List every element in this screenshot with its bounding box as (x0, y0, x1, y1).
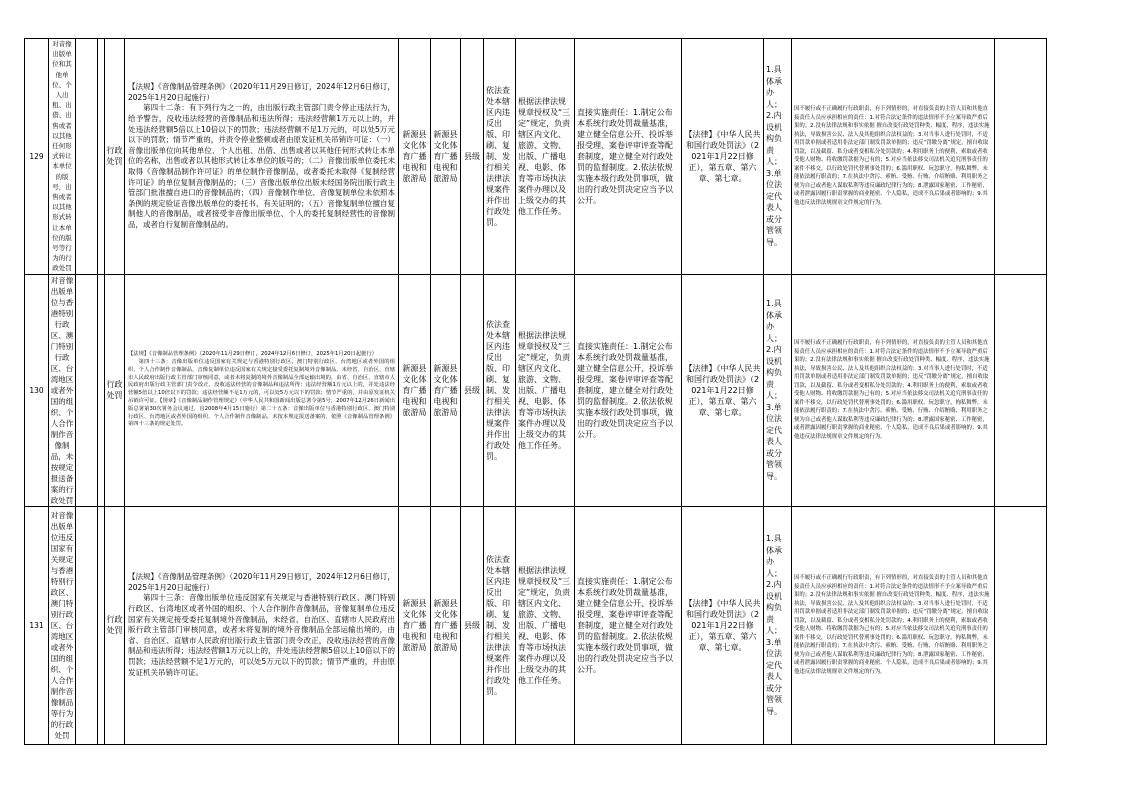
legal-basis-head: 【法规】《音像制品管理条例》（2020年11月29日修订，2024年12月6日修订，2025年1月20日起施行） (128, 351, 377, 358)
row-number: 130 (25, 274, 49, 506)
scope-of-exercise: 依法查处本辖区内违反出版、印刷、复制、发行相关法律法规案件并作出行政处罚。 (484, 274, 516, 506)
item-name: 对音像出版单位与香港特别行政区、澳门特别行政区、台湾地区或者外国的组织、个人合作制作音像制品，未按规定报送备案的行政处罚 (49, 274, 76, 506)
empty-cell (76, 39, 98, 275)
responsible-unit: 新源县文化体育广播电视和旅游局 (431, 274, 461, 506)
row-number: 129 (25, 39, 49, 275)
scope-of-exercise: 依法查处本辖区内违反出版、印刷、复制、发行相关法律法规案件并作出行政处罚。 (484, 39, 516, 275)
empty-cell (98, 274, 105, 506)
table-row (25, 39, 1047, 275)
accountability-situations: 因不履行或不正确履行行政职责，有下列情形的，对直接负责的主管人员和其他直接责任人员应承担相应的责任：1.对符合法定条件的违法情形不予立案导致严重后果的；2.没有法律法规和事实依据 擅自改变行政处罚种类、幅度、程序，违法实施执法，导致损害公民、法人及其他组织合法权益的；3.对当事人进行处罚时，不适用罚款单据或者适用非法定部门制发罚款单据的；违反“罚缴分离”规定，擅自收取罚款，以及截留、私分或者变相私分处罚款的；4.利用职务上的便利，索取或者收受他人财物、将收缴罚款据为己有的；5.对应当依法移交司法机关追究刑事责任的案件不移交，以行政处罚代替刑事处罚的；6.滥用职权、玩忽职守，徇私舞弊，未能依法履行职责的；7.在执法中贪污、索贿、受贿、行贿、介绍贿赂、利用职务之便为自己或者他人谋取私利等违反廉政纪律行为的；8.泄露国家秘密、工作秘密，或者泄露因履行职责掌握的商业秘密、个人隐私，造成不良后果或者影响的；9.其他违反法律法规规章文件规定的行为。 (792, 506, 995, 744)
legal-basis-head: 【法规】《音像制品管理条例》（2020年11月29日修订，2024年12月6日修订，2025年1月20日起施行） (128, 572, 395, 592)
legal-basis (125, 39, 399, 275)
item-name: 对音像出版单位和其他单位、个人出租、出借、出售或者以其他任何形式转让本单位的版号，出售或者以其他形式转让本单位的版号等行为的行政处罚 (49, 39, 76, 275)
empty-cell (76, 274, 98, 506)
admin-level: 县级 (461, 39, 484, 275)
admin-level: 县级 (461, 274, 484, 506)
implementation-responsibility: 直接实施责任：1.制定公布本系统行政处罚裁量基准，建立健全信息公开、投诉举报受理、案卷评审评查等配套制度，建立健全对行政处罚的监督制度。2.依法依规实施本级行政处罚事项，做出的行政处罚决定应当予以公开。 (575, 274, 682, 506)
implementation-responsibility: 直接实施责任：1.制定公布本系统行政处罚裁量基准，建立健全信息公开、投诉举报受理、案卷评审评查等配套制度，建立健全对行政处罚的监督制度。2.依法依规实施本级行政处罚事项，做出的行政处罚决定应当予以公开。 (575, 506, 682, 744)
power-type: 行政处罚 (105, 274, 125, 506)
responsible-persons: 1.具体承办人；2.内设机构负责人；3.单位法定代表人或分管领导。 (764, 506, 792, 744)
responsible-unit: 新源县文化体育广播电视和旅游局 (431, 39, 461, 275)
responsibility-basis: 根据法律法规规章授权及“三定”规定，负责辖区内文化、旅游、文物、出版、广播电视、电影、体育等市场执法案件办理以及上级交办的其他工作任务。 (516, 39, 575, 275)
responsibility-basis: 根据法律法规规章授权及“三定”规定，负责辖区内文化、旅游、文物、出版、广播电视、电影、体育等市场执法案件办理以及上级交办的其他工作任务。 (516, 506, 575, 744)
table-row (25, 274, 1047, 506)
legal-basis-head: 【法规】《音像制品管理条例》（2020年11月29日修订，2024年12月6日修订，2025年1月20日起施行） (128, 82, 395, 102)
legal-basis (125, 274, 399, 506)
power-list-table (24, 38, 1047, 745)
legal-basis-body: 第四十三条：音像出版单位违反国家有关规定与香港特别行政区、澳门特别行政区、台湾地区或者外国的组织、个人合作制作音像制品，音像复制单位违反国家有关规定接受委托复制境外音像制品，未经省、自治区、直辖市人民政府出版行政主管部门审核同意，或者未将复制的境外音像制品全部运输出境的，由省、自治区、直辖市人民政府出版行政主管部门责令改正，没收违法经营的音像制品和违法所得；违法经营额1万元以上的，并处违法经营额5倍以上10倍以下的罚款；违法经营额不足1万元的，可以处5万元以下的罚款；情节严重的，并由原发证机关吊销许可证。【规章】《音像制品制作管理规定》（中华人民共和国新闻出版总署令第5号，2007年12月26日新闻出版总署第30次署务会议通过，自2008年4月15日施行）第二十五条：音像出版单位与香港特别行政区、澳门特别行政区、台湾地区或者外国的组织、个人合作制作音像制品，未按本规定报送备案的，依照《音像制品管理条例》第四十三条的规定处罚。 (128, 358, 395, 428)
accountability-law: 【法律】《中华人民共和国行政处罚法》（2021年1月22日修正），第五章、第六章、第七章。 (682, 506, 764, 744)
remarks-cell (995, 506, 1047, 744)
accountability-law: 【法律】《中华人民共和国行政处罚法》（2021年1月22日修正），第五章、第六章、第七章。 (682, 274, 764, 506)
legal-basis-body: 第四十三条：音像出版单位违反国家有关规定与香港特别行政区、澳门特别行政区、台湾地区或者外国的组织、个人合作制作音像制品，音像复制单位违反国家有关规定接受委托复制境外音像制品，未经省、自治区、直辖市人民政府出版行政主管部门审核同意，或者未将复制的境外音像制品全部运输出境的，由省、自治区、直辖市人民政府出版行政主管部门责令改正，没收违法经营的音像制品和违法所得；违法经营额1万元以上的，并处违法经营额5倍以上10倍以下的罚款；违法经营额不足1万元的，可以处5万元以下的罚款；情节严重的，并由原发证机关吊销许可证。 (128, 593, 395, 677)
admin-level: 县级 (461, 506, 484, 744)
responsible-persons: 1.具体承办人；2.内设机构负责人；3.单位法定代表人或分管领导。 (764, 39, 792, 275)
implementing-department: 新源县文化体育广播电视和旅游局 (399, 39, 431, 275)
empty-cell (98, 506, 105, 744)
responsible-unit: 新源县文化体育广播电视和旅游局 (431, 506, 461, 744)
power-type: 行政处罚 (105, 39, 125, 275)
remarks-cell (995, 274, 1047, 506)
empty-cell (98, 39, 105, 275)
legal-basis (125, 506, 399, 744)
accountability-situations: 因不履行或不正确履行行政职责，有下列情形的，对直接负责的主管人员和其他直接责任人员应承担相应的责任：1.对符合法定条件的违法情形不予立案导致严重后果的；2.没有法律法规和事实依据 擅自改变行政处罚种类、幅度、程序，违法实施执法，导致损害公民、法人及其他组织合法权益的；3.对当事人进行处罚时，不适用罚款单据或者适用非法定部门制发罚款单据的；违反“罚缴分离”规定，擅自收取罚款，以及截留、私分或者变相私分处罚款的；4.利用职务上的便利，索取或者收受他人财物、将收缴罚款据为己有的；5.对应当依法移交司法机关追究刑事责任的案件不移交，以行政处罚代替刑事处罚的；6.滥用职权、玩忽职守，徇私舞弊，未能依法履行职责的；7.在执法中贪污、索贿、受贿、行贿、介绍贿赂、利用职务之便为自己或者他人谋取私利等违反廉政纪律行为的；8.泄露国家秘密、工作秘密，或者泄露因履行职责掌握的商业秘密、个人隐私，造成不良后果或者影响的；9.其他违反法律法规规章文件规定的行为。 (792, 39, 995, 275)
implementing-department: 新源县文化体育广播电视和旅游局 (399, 274, 431, 506)
row-number: 131 (25, 506, 49, 744)
legal-basis-body: 第四十二条：有下列行为之一的，由出版行政主管部门责令停止违法行为，给予警告，没收违法经营的音像制品和违法所得；违法经营额1万元以上的，并处违法经营额5倍以上10倍以下的罚款；违法经营额不足1万元的，可以处5万元以下的罚款；情节严重的，并责令停业整顿或者由原发证机关吊销许可证：（一）音像出版单位向其他单位、个人出租、出借、出售或者以其他任何形式转让本单位的名称，出售或者以其他形式转让本单位的版号的；（二）音像出版单位委托未取得《音像制品制作许可证》的单位制作音像制品，或者委托未取得《复制经营许可证》的单位复制音像制品的；（三）音像出版单位出版未经国务院出版行政主管部门批准擅自进口的音像制品的；（四）音像制作单位、音像复制单位未依照本条例的规定验证音像出版单位的委托书、有关证明的；（五）音像复制单位擅自复制他人的音像制品，或者接受非音像出版单位、个人的委托复制经营性的音像制品，或者自行复制音像制品的。 (128, 103, 395, 229)
item-name: 对音像出版单位违反国家有关规定与香港特别行政区、澳门特别行政区、台湾地区或者外国的组织、个人合作制作音像制品等行为的行政处罚 (49, 506, 76, 744)
power-type: 行政处罚 (105, 506, 125, 744)
accountability-situations: 因不履行或不正确履行行政职责，有下列情形的，对直接负责的主管人员和其他直接责任人员应承担相应的责任：1.对符合法定条件的违法情形不予立案导致严重后果的；2.没有法律法规和事实依据 擅自改变行政处罚种类、幅度、程序，违法实施执法，导致损害公民、法人及其他组织合法权益的；3.对当事人进行处罚时，不适用罚款单据或者适用非法定部门制发罚款单据的；违反“罚缴分离”规定，擅自收取罚款，以及截留、私分或者变相私分处罚款的；4.利用职务上的便利，索取或者收受他人财物、将收缴罚款据为己有的；5.对应当依法移交司法机关追究刑事责任的案件不移交，以行政处罚代替刑事处罚的；6.滥用职权、玩忽职守，徇私舞弊，未能依法履行职责的；7.在执法中贪污、索贿、受贿、行贿、介绍贿赂、利用职务之便为自己或者他人谋取私利等违反廉政纪律行为的；8.泄露国家秘密、工作秘密，或者泄露因履行职责掌握的商业秘密、个人隐私，造成不良后果或者影响的；9.其他违反法律法规规章文件规定的行为。 (792, 274, 995, 506)
table-row (25, 506, 1047, 744)
implementing-department: 新源县文化体育广播电视和旅游局 (399, 506, 431, 744)
responsibility-basis: 根据法律法规规章授权及“三定”规定，负责辖区内文化、旅游、文物、出版、广播电视、电影、体育等市场执法案件办理以及上级交办的其他工作任务。 (516, 274, 575, 506)
accountability-law: 【法律】《中华人民共和国行政处罚法》（2021年1月22日修正），第五章、第六章、第七章。 (682, 39, 764, 275)
remarks-cell (995, 39, 1047, 275)
empty-cell (76, 506, 98, 744)
implementation-responsibility: 直接实施责任：1.制定公布本系统行政处罚裁量基准，建立健全信息公开、投诉举报受理、案卷评审评查等配套制度，建立健全对行政处罚的监督制度。2.依法依规实施本级行政处罚事项，做出的行政处罚决定应当予以公开。 (575, 39, 682, 275)
responsible-persons: 1.具体承办人；2.内设机构负责人；3.单位法定代表人或分管领导。 (764, 274, 792, 506)
scope-of-exercise: 依法查处本辖区内违反出版、印刷、复制、发行相关法律法规案件并作出行政处罚。 (484, 506, 516, 744)
